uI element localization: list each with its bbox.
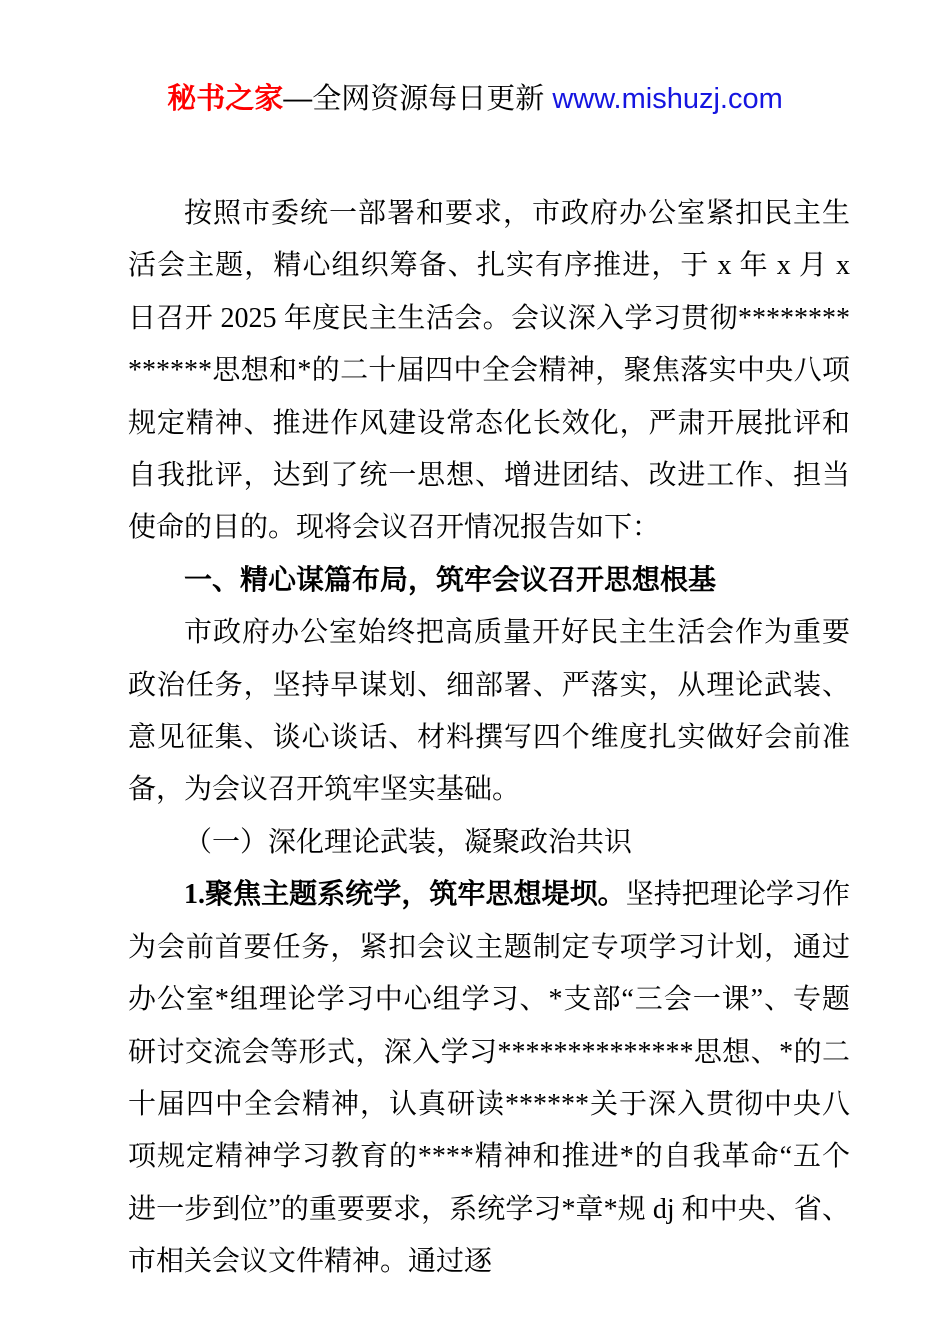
site-tagline: —全网资源每日更新 (283, 83, 553, 115)
paragraph-theory-study (128, 869, 850, 1288)
site-header (0, 80, 950, 118)
subsection-heading-1: （一）深化理论武装，凝聚政治共识 (184, 826, 633, 858)
site-url-link[interactable]: www.mishuzj.com (552, 83, 783, 115)
theory-study-lead: 1.聚焦主题系统学，筑牢思想堤坝。 (184, 879, 626, 911)
site-name: 秘书之家 (167, 83, 284, 115)
document-body (128, 188, 850, 1289)
section-heading-1: 一、精心谋篇布局，筑牢会议召开思想根基 (184, 564, 717, 596)
paragraph-intro: 按照市委统一部署和要求，市政府办公室紧扣民主生活会主题，精心组织筹备、扎实有序推进，于 x 年 x 月 x 日召开 2025 年度民主生活会。会议深入学习贯彻**************思想和*的二十届四中全会精神，聚焦落实中央八项规定精神、推进作风建设常态化长效化，严肃开展批评和自我批评，达到了统一思想、增进团结、改进工作、担当使命的目的。现将会议召开情况报告如下： (128, 198, 850, 544)
theory-study-rest: 坚持把理论学习作为会前首要任务，紧扣会议主题制定专项学习计划，通过办公室*组理论学习中心组学习、*支部“三会一课”、专题研讨交流会等形式，深入学习**************思想、*的二十届四中全会精神，认真研读******关于深入贯彻中央八项规定精神学习教育的****精神和推进*的自我革命“五个进一步到位”的重要要求，系统学习*章*规 dj 和中央、省、市相关会议文件精神。通过逐 (128, 879, 850, 1278)
paragraph-preparation: 市政府办公室始终把高质量开好民主生活会作为重要政治任务，坚持早谋划、细部署、严落实，从理论武装、意见征集、谈心谈话、材料撰写四个维度扎实做好会前准备，为会议召开筑牢坚实基础。 (128, 617, 850, 806)
